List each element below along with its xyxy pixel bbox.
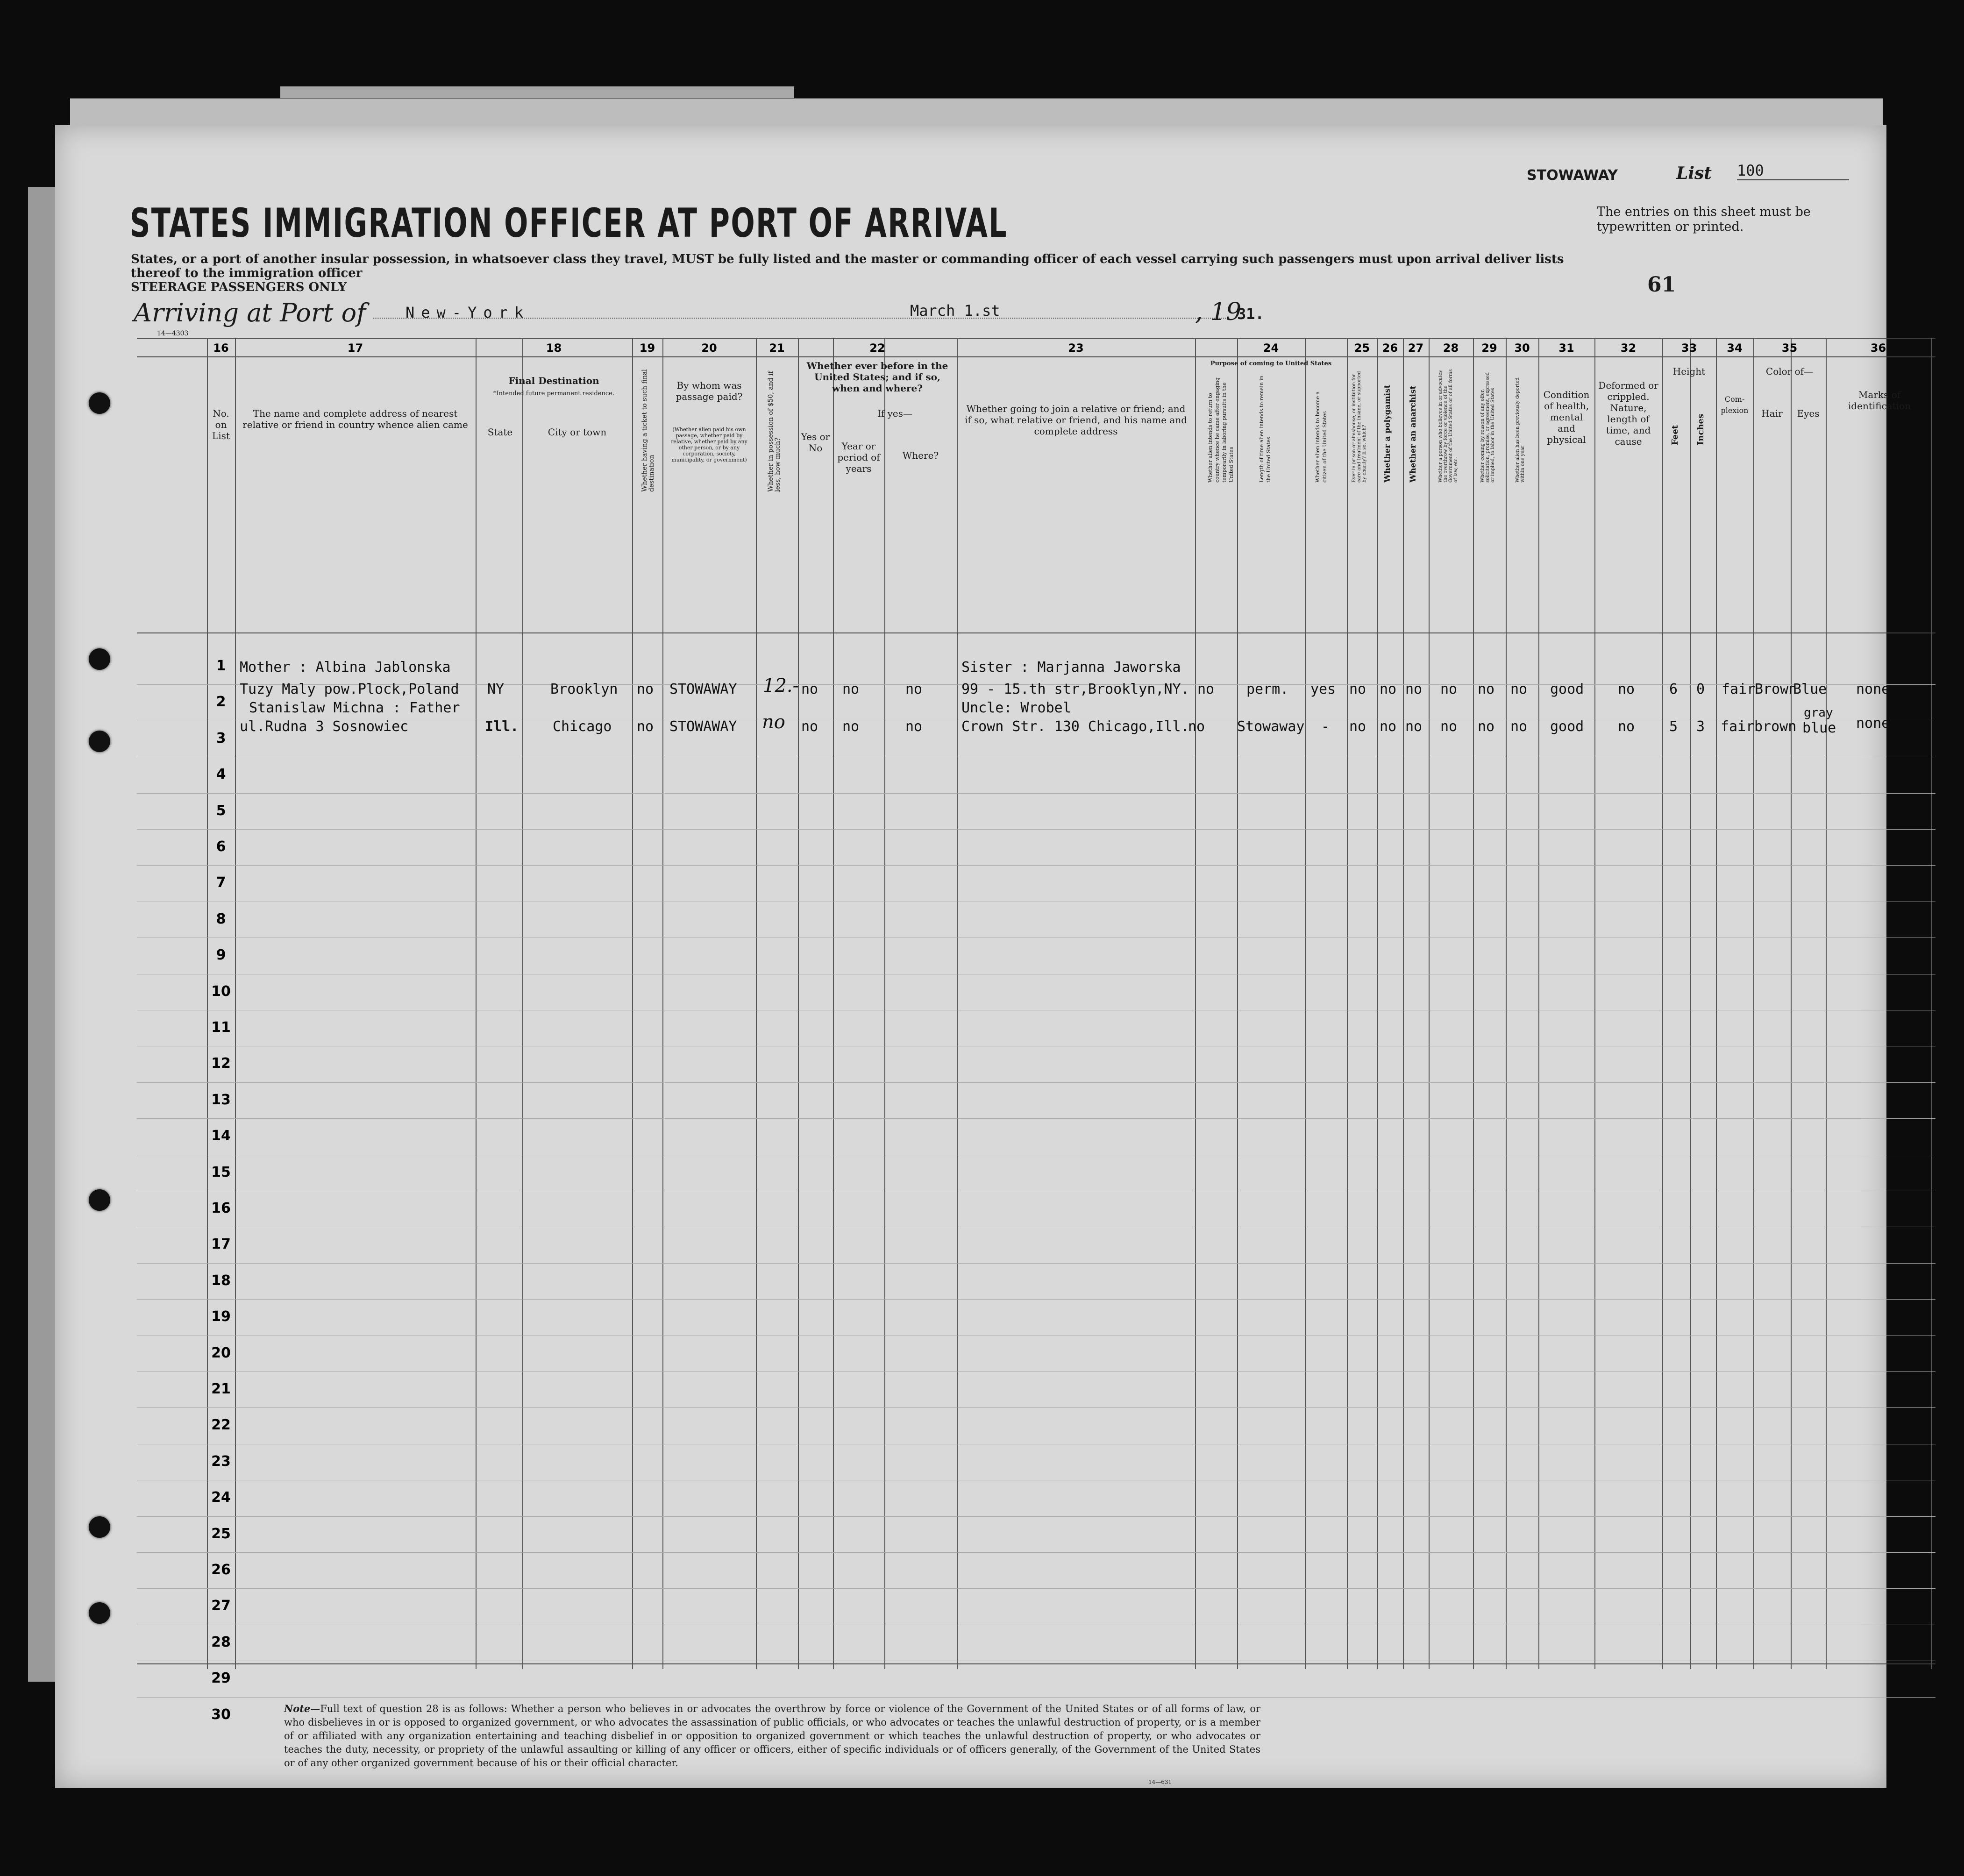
column-number: 24 [1263, 341, 1279, 355]
column-number: 33 [1681, 341, 1697, 355]
header-relative: The name and complete address of nearest relative or friend in country whence alien came [242, 408, 468, 430]
column-number: 31 [1558, 341, 1574, 355]
header-deformed: Deformed or crippled. Nature, length of time, and cause [1598, 380, 1658, 447]
year-suffix: 31. [1237, 305, 1264, 323]
row2-length: Stowaway [1237, 718, 1305, 735]
header-color-of: Color of— [1765, 366, 1814, 377]
column-divider [1506, 338, 1507, 1669]
subtitle-line: States, or a port of another insular possession, in whatsoever class they travel, MUST be fully listed and the master or commanding officer of each vessel carrying such passengers must upon arrival deliver lists thereof to the immigration officer [131, 252, 1564, 280]
row2-hair: brown [1754, 718, 1797, 735]
column-number: 32 [1620, 341, 1637, 355]
row1-q29: no [1478, 681, 1495, 697]
table-border [137, 632, 1936, 633]
row2-deformed: no [1618, 718, 1635, 735]
arriving-label: Arriving at Port of [134, 298, 366, 327]
row2-q29: no [1478, 718, 1495, 735]
column-divider [957, 338, 958, 1669]
column-divider [798, 338, 799, 1669]
column-divider [1195, 338, 1196, 1669]
row1-polygamist: no [1380, 681, 1397, 697]
column-divider [884, 338, 885, 1669]
row-number: 18 [211, 1272, 231, 1289]
stowaway-label: STOWAWAY [1527, 167, 1618, 184]
header-ever-before: Whether ever before in the United States; and if so, when and where? [806, 360, 948, 394]
row-number: 7 [216, 874, 226, 891]
column-divider [1237, 338, 1238, 1669]
arrival-date: March 1.st [910, 302, 1000, 320]
header-if-yes: If yes— [877, 408, 913, 419]
column-divider [1826, 338, 1827, 1669]
row1-complexion: fair [1722, 681, 1756, 697]
row2-join-line2: Crown Str. 130 Chicago,Ill. [961, 718, 1189, 735]
row1-ticket: no [637, 681, 654, 697]
row1-q28: no [1440, 681, 1458, 697]
column-divider [1594, 338, 1595, 1669]
column-divider [476, 338, 477, 1669]
row1-ever: no [801, 681, 818, 697]
row-number: 1 [216, 658, 226, 674]
header-ticket: Whether having a ticket to such final destination [641, 369, 655, 492]
header-city: City or town [548, 426, 607, 438]
row-number: 11 [211, 1019, 231, 1036]
column-number: 19 [639, 341, 655, 355]
row1-length: perm. [1246, 681, 1289, 697]
column-number: 21 [769, 341, 785, 355]
row-number: 9 [216, 947, 226, 964]
row-number: 20 [211, 1344, 231, 1361]
row-number: 13 [211, 1091, 231, 1108]
column-divider [1403, 338, 1404, 1669]
ruled-line [137, 793, 1936, 794]
binder-hole [89, 731, 110, 752]
header-inches: Inches [1696, 413, 1706, 445]
manifest-sheet [55, 125, 1911, 1788]
column-divider [235, 338, 236, 1669]
column-divider [1473, 338, 1474, 1669]
column-divider [1791, 338, 1792, 1669]
binder-hole [89, 1602, 110, 1624]
row1-marks: none [1856, 681, 1890, 697]
row-number: 17 [211, 1236, 231, 1253]
row2-where: no [905, 718, 923, 735]
row1-state: NY [487, 681, 505, 697]
row-number: 28 [211, 1634, 231, 1650]
row2-eyes-above: gray [1804, 706, 1833, 720]
column-divider [1538, 338, 1539, 1669]
row2-polygamist: no [1380, 718, 1397, 735]
row2-q30: no [1510, 718, 1528, 735]
row1-city: Brooklyn [550, 681, 618, 697]
header-purpose: Purpose of coming to United States [1210, 360, 1332, 367]
form-code: 14—4303 [157, 330, 189, 337]
ruled-line [137, 1118, 1936, 1119]
row2-join-line1: Uncle: Wrobel [961, 700, 1071, 716]
table-border [137, 1663, 1936, 1664]
footnote [284, 1702, 1260, 1770]
header-yes-no: Yes or No [801, 431, 830, 454]
ruled-line [137, 1588, 1936, 1589]
header-joining: Whether going to join a relative or friend; and if so, what relative or friend, and his name and complete address [964, 403, 1188, 437]
column-number: 36 [1870, 341, 1886, 355]
row2-citizen: - [1321, 718, 1330, 735]
ruled-line [137, 829, 1936, 830]
column-number: 29 [1481, 341, 1497, 355]
header-passage-paid-note: (Whether alien paid his own passage, whether paid by relative, whether paid by any other person, or by any corporation, society, municipality, or government) [671, 426, 747, 463]
table-border [137, 338, 1936, 339]
header-where: Where? [902, 450, 939, 461]
row2-complexion: fair [1721, 718, 1755, 735]
row1-feet: 6 [1669, 681, 1678, 697]
column-number: 22 [869, 341, 885, 355]
header-purpose-length: Length of time alien intends to remain in the United States [1259, 376, 1272, 483]
row-number: 14 [211, 1128, 231, 1144]
header-final-destination-note: *Intended future permanent residence. [493, 390, 614, 397]
row2-health: good [1550, 718, 1584, 735]
header-money: Whether in possession of $50, and if less, how much? [767, 371, 782, 492]
column-number: 25 [1354, 341, 1370, 355]
column-number: 23 [1068, 341, 1084, 355]
note-label: Note— [284, 1703, 320, 1714]
row2-eyes: blue [1802, 720, 1836, 736]
header-eyes: Eyes [1797, 408, 1820, 419]
row2-city: Chicago [553, 718, 612, 735]
column-divider [1429, 338, 1430, 1669]
row-number: 15 [211, 1164, 231, 1180]
footer-code: 14—631 [1148, 1779, 1172, 1785]
column-divider [1753, 338, 1754, 1669]
row-number: 12 [211, 1055, 231, 1072]
column-divider [1716, 338, 1717, 1669]
row1-citizen: yes [1310, 681, 1336, 697]
column-number: 20 [701, 341, 717, 355]
column-number: 30 [1514, 341, 1530, 355]
row2-inches: 3 [1696, 718, 1705, 735]
row2-relative-line2: ul.Rudna 3 Sosnowiec [240, 718, 409, 735]
row-number: 22 [211, 1417, 231, 1434]
page-number: 61 [1647, 273, 1676, 297]
binder-hole [89, 1189, 110, 1211]
header-height: Height [1672, 366, 1706, 377]
row2-marks: none [1856, 715, 1890, 732]
column-number: 26 [1382, 341, 1398, 355]
column-number: 16 [213, 341, 229, 355]
row-number: 24 [211, 1489, 231, 1506]
column-divider [756, 338, 757, 1669]
header-purpose-citizen: Whether alien intends to become a citizen of the United States [1315, 391, 1328, 483]
row2-q28: no [1440, 718, 1458, 735]
row-number: 23 [211, 1453, 231, 1470]
row2-state: Ill. [485, 718, 519, 735]
table-border [137, 356, 1936, 357]
column-divider [662, 338, 663, 1669]
column-number: 28 [1443, 341, 1459, 355]
ruled-line [137, 1697, 1936, 1698]
row1-money: 12.- [763, 675, 799, 696]
row2-period: no [842, 718, 860, 735]
row2-ever: no [801, 718, 818, 735]
header-state: State [487, 426, 513, 438]
row2-ticket: no [637, 718, 654, 735]
row-number: 6 [216, 839, 226, 855]
row-number: 27 [211, 1598, 231, 1614]
row-number: 25 [211, 1525, 231, 1542]
row1-join-line1: Sister : Marjanna Jaworska [961, 659, 1181, 675]
row1-relative-line2: Tuzy Maly pow.Plock,Poland [240, 681, 459, 697]
row-number: 16 [211, 1200, 231, 1216]
header-final-destination: Final Destination [508, 375, 599, 386]
ruled-line [137, 1407, 1936, 1408]
ruled-line [137, 1263, 1936, 1264]
row1-prison: no [1349, 681, 1366, 697]
row1-period: no [842, 681, 860, 697]
header-passage-paid: By whom was passage paid? [676, 380, 743, 402]
list-number: 100 [1737, 162, 1849, 180]
row1-join-line2: 99 - 15.th str,Brooklyn,NY. [961, 681, 1189, 697]
column-number: 34 [1727, 341, 1743, 355]
row2-relative-line1: Stanislaw Michna : Father [249, 700, 460, 716]
row-number: 29 [211, 1670, 231, 1687]
header-feet: Feet [1670, 425, 1680, 445]
row1-anarchist: no [1405, 681, 1423, 697]
ruled-line [137, 1082, 1936, 1083]
row-number: 4 [216, 766, 226, 783]
row-number: 10 [211, 983, 231, 1000]
ruled-line [137, 1299, 1936, 1300]
row2-return: no [1188, 718, 1205, 735]
row1-where: no [905, 681, 923, 697]
ruled-line [137, 1371, 1936, 1372]
list-label: List [1676, 163, 1712, 183]
row2-feet: 5 [1669, 718, 1678, 735]
header-polygamist: Whether a polygamist [1383, 384, 1392, 483]
ruled-line [137, 1552, 1936, 1553]
row1-health: good [1550, 681, 1584, 697]
row2-paid: STOWAWAY [669, 718, 737, 735]
subtitle [131, 252, 1579, 294]
row1-paid: STOWAWAY [669, 681, 737, 697]
header-purpose-return: Whether alien intends to return to country whence he came after engaging temporarily in laboring pursuits in the United States [1207, 377, 1234, 483]
column-number: 17 [347, 341, 363, 355]
row1-hair: Brown [1755, 681, 1797, 697]
row2-anarchist: no [1405, 718, 1423, 735]
row1-q30: no [1510, 681, 1528, 697]
row1-relative-line1: Mother : Albina Jablonska [240, 659, 451, 675]
column-divider [1690, 338, 1691, 1669]
row1-return: no [1197, 681, 1215, 697]
column-divider [1662, 338, 1663, 1669]
row-number: 26 [211, 1562, 231, 1578]
typewritten-note: The entries on this sheet must be typewritten or printed. [1597, 205, 1811, 234]
header-health: Condition of health, mental and physical [1543, 389, 1590, 445]
row-number: 21 [211, 1381, 231, 1397]
header-complexion: Com-plexion [1721, 395, 1749, 415]
header-anarchist: Whether an anarchist [1409, 385, 1418, 483]
column-divider [522, 338, 523, 1669]
row1-deformed: no [1618, 681, 1635, 697]
header-prison: Ever in prison or almshouse, or institution for care and treatment of the insane, or supported by charity? If so, which? [1352, 371, 1367, 483]
ruled-line [137, 865, 1936, 866]
column-number: 27 [1408, 341, 1424, 355]
column-divider [1305, 338, 1306, 1669]
row-number: 5 [216, 802, 226, 819]
row-number: 3 [216, 730, 226, 746]
row-number: 2 [216, 694, 226, 711]
row1-eyes: Blue [1793, 681, 1827, 697]
row-number: 19 [211, 1308, 231, 1325]
binder-hole [89, 1516, 110, 1538]
header-no-on-list: No. on List [212, 408, 230, 441]
row-number: 8 [216, 910, 226, 927]
steerage-label: STEERAGE PASSENGERS ONLY [131, 280, 347, 294]
column-number: 18 [546, 341, 562, 355]
ruled-line [137, 1516, 1936, 1517]
column-divider [1931, 338, 1932, 1669]
row1-inches: 0 [1696, 681, 1705, 697]
column-divider [1377, 338, 1378, 1669]
row2-prison: no [1349, 718, 1366, 735]
header-q30: Whether alien has been previously deported within one year [1515, 377, 1525, 483]
port-name: New-York [406, 304, 530, 321]
header-hair: Hair [1761, 408, 1783, 419]
column-divider [632, 338, 633, 1669]
column-divider [833, 338, 834, 1669]
header-marks: Marks of identification [1848, 389, 1911, 412]
header-q28: Whether a person who believes in or advocates the overthrow by force or violence of the Government of the United States or of all forms of law, etc. [1438, 369, 1459, 483]
binder-hole [89, 648, 110, 670]
column-number: 35 [1781, 341, 1798, 355]
note-text: Full text of question 28 is as follows: Whether a person who believes in or advocates the overthrow by force or violence of the Government of the United States or of all forms of law, or who disbelieves in or is opposed to organized government, or who advocates the assassination of public officials, or who advocates or teaches the unlawful destruction of property, or is a member of or affiliated with any organization entertaining and teaching disbelief in or opposition to organized government or which teaches the unlawful destruction of property, or who advocates or teaches the duty, necessity, or propriety of the unlawful assaulting or killing of any officer or officers, either of specific individuals or of officers generally, of the Government of the United States or of any other organized government because of his or their official character. [284, 1703, 1260, 1769]
page-title: STATES IMMIGRATION OFFICER AT PORT OF ARRIVAL [130, 200, 1008, 247]
column-divider [1347, 338, 1348, 1669]
header-q29: Whether coming by reason of any offer, solicitation, promise, or agreement, expressed or implied, to labor in the United States [1480, 372, 1495, 483]
row-number: 30 [211, 1706, 231, 1723]
header-year-period: Year or period of years [837, 441, 880, 474]
year-prefix: , 19 [1195, 298, 1242, 326]
row2-money: no [762, 711, 785, 733]
binder-hole [89, 392, 110, 414]
